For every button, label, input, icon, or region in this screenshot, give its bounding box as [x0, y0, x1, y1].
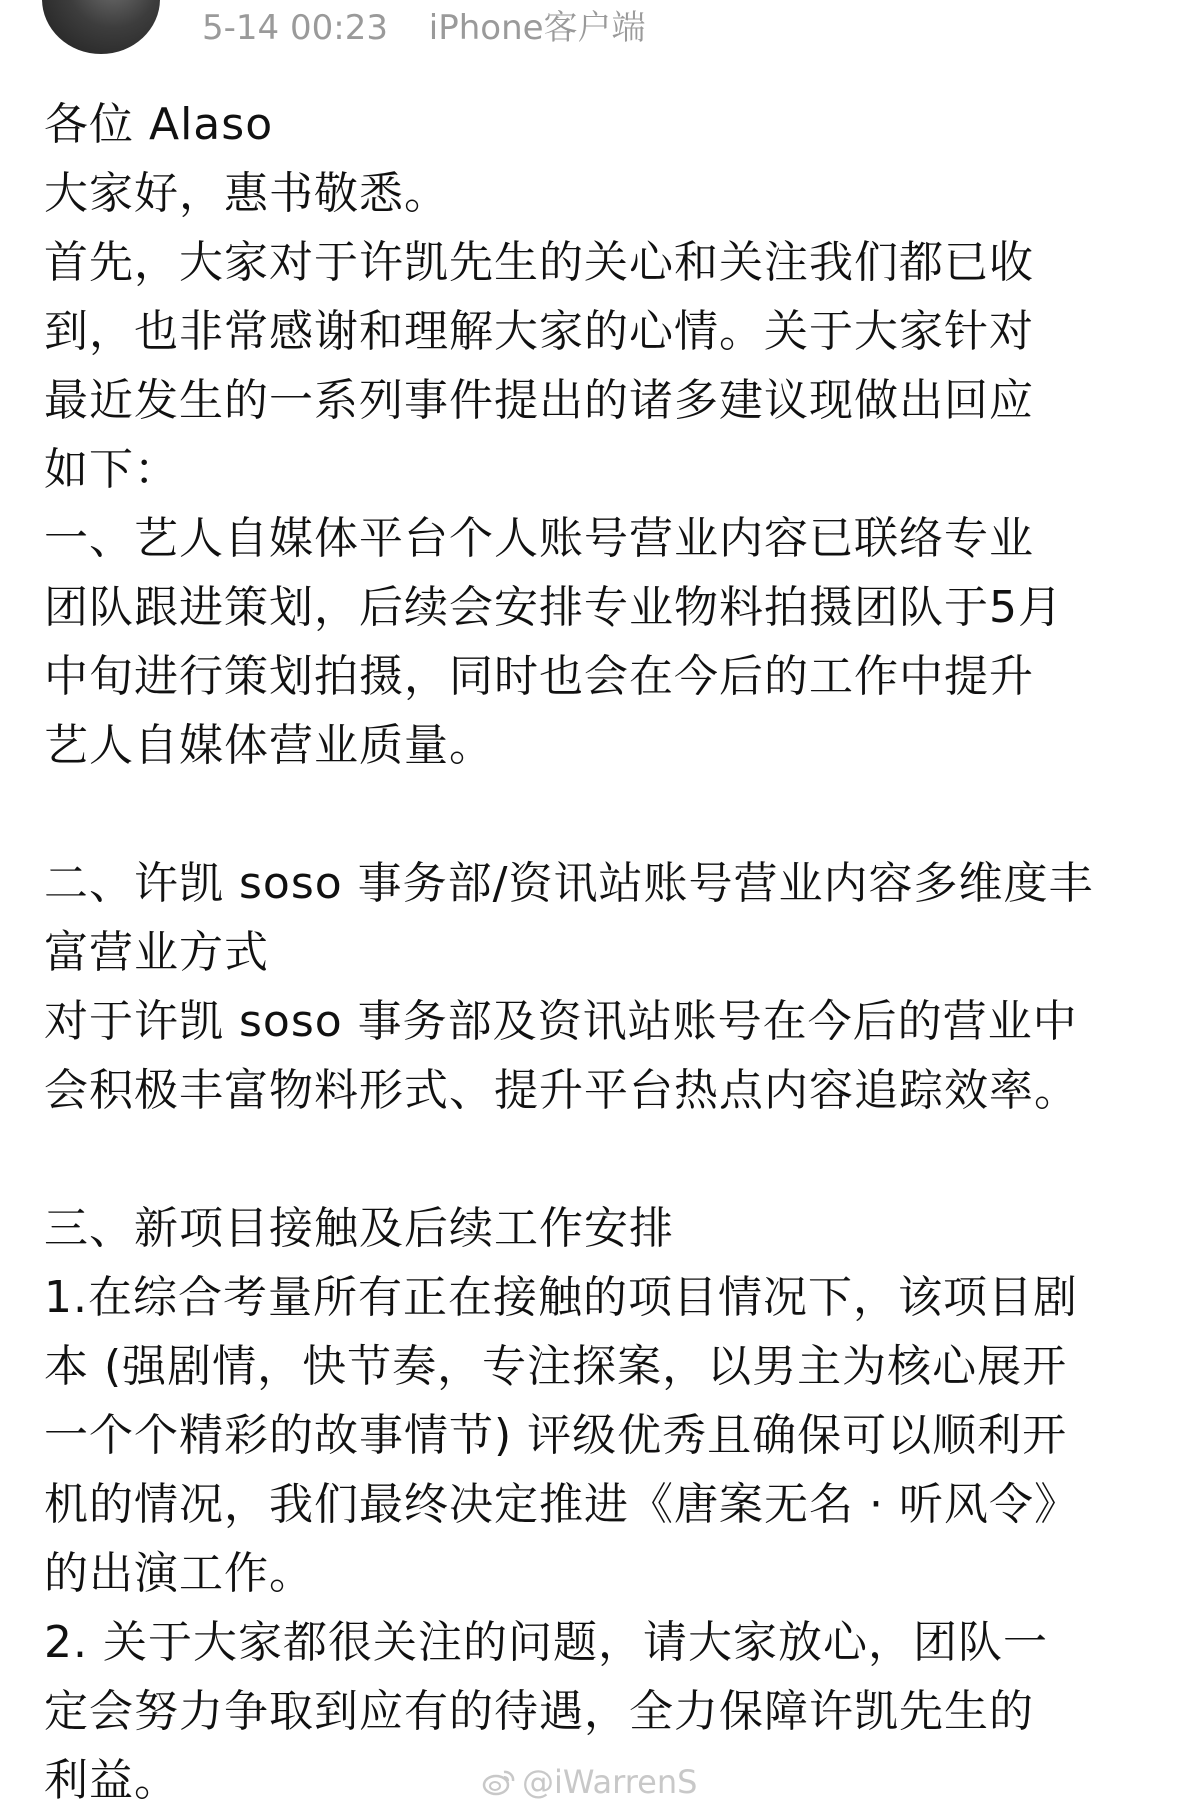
post-body	[44, 90, 1154, 1815]
text-line: 2. 关于大家都很关注的问题，请大家放心，团队一	[44, 1617, 1048, 1668]
text-line: 的出演工作。	[44, 1548, 314, 1599]
text-line: 首先，大家对于许凯先生的关心和关注我们都已收	[44, 237, 1034, 288]
post-header	[0, 0, 1179, 70]
text-line: 富营业方式	[44, 927, 269, 978]
watermark-text: @iWarrenS	[522, 1763, 698, 1801]
text-line: 中旬进行策划拍摄，同时也会在今后的工作中提升	[44, 651, 1034, 702]
text-line: 定会努力争取到应有的待遇，全力保障许凯先生的	[44, 1686, 1034, 1737]
text-line: 一、艺人自媒体平台个人账号营业内容已联络专业	[44, 513, 1034, 564]
post-meta	[202, 6, 646, 50]
post-source[interactable]: iPhone客户端	[428, 8, 646, 48]
blank-line	[44, 780, 1154, 849]
text-line: 利益。	[44, 1755, 179, 1806]
watermark	[482, 1760, 697, 1804]
text-line: 机的情况，我们最终决定推进《唐案无名 · 听风令》	[44, 1479, 1079, 1530]
text-line: 1.在综合考量所有正在接触的项目情况下，该项目剧	[44, 1272, 1078, 1323]
avatar[interactable]	[42, 0, 160, 54]
weibo-logo-icon	[482, 1768, 516, 1796]
text-line: 团队跟进策划，后续会安排专业物料拍摄团队于5月	[44, 582, 1063, 633]
text-line: 二、许凯 soso 事务部/资讯站账号营业内容多维度丰	[44, 858, 1094, 909]
text-line: 三、新项目接触及后续工作安排	[44, 1203, 674, 1254]
blank-line	[44, 1125, 1154, 1194]
text-line: 最近发生的一系列事件提出的诸多建议现做出回应	[44, 375, 1034, 426]
text-line: 到，也非常感谢和理解大家的心情。关于大家针对	[44, 306, 1034, 357]
text-line: 会积极丰富物料形式、提升平台热点内容追踪效率。	[44, 1065, 1079, 1116]
text-line: 各位 Alaso	[44, 99, 274, 150]
text-line: 本 (强剧情，快节奏，专注探案，以男主为核心展开	[44, 1341, 1068, 1392]
text-line: 一个个精彩的故事情节) 评级优秀且确保可以顺利开	[44, 1410, 1068, 1461]
text-line: 大家好，惠书敬悉。	[44, 168, 449, 219]
text-line: 对于许凯 soso 事务部及资讯站账号在今后的营业中	[44, 996, 1078, 1047]
text-line: 艺人自媒体营业质量。	[44, 720, 494, 771]
text-line: 如下：	[44, 444, 179, 495]
post-timestamp: 5-14 00:23	[202, 8, 388, 48]
